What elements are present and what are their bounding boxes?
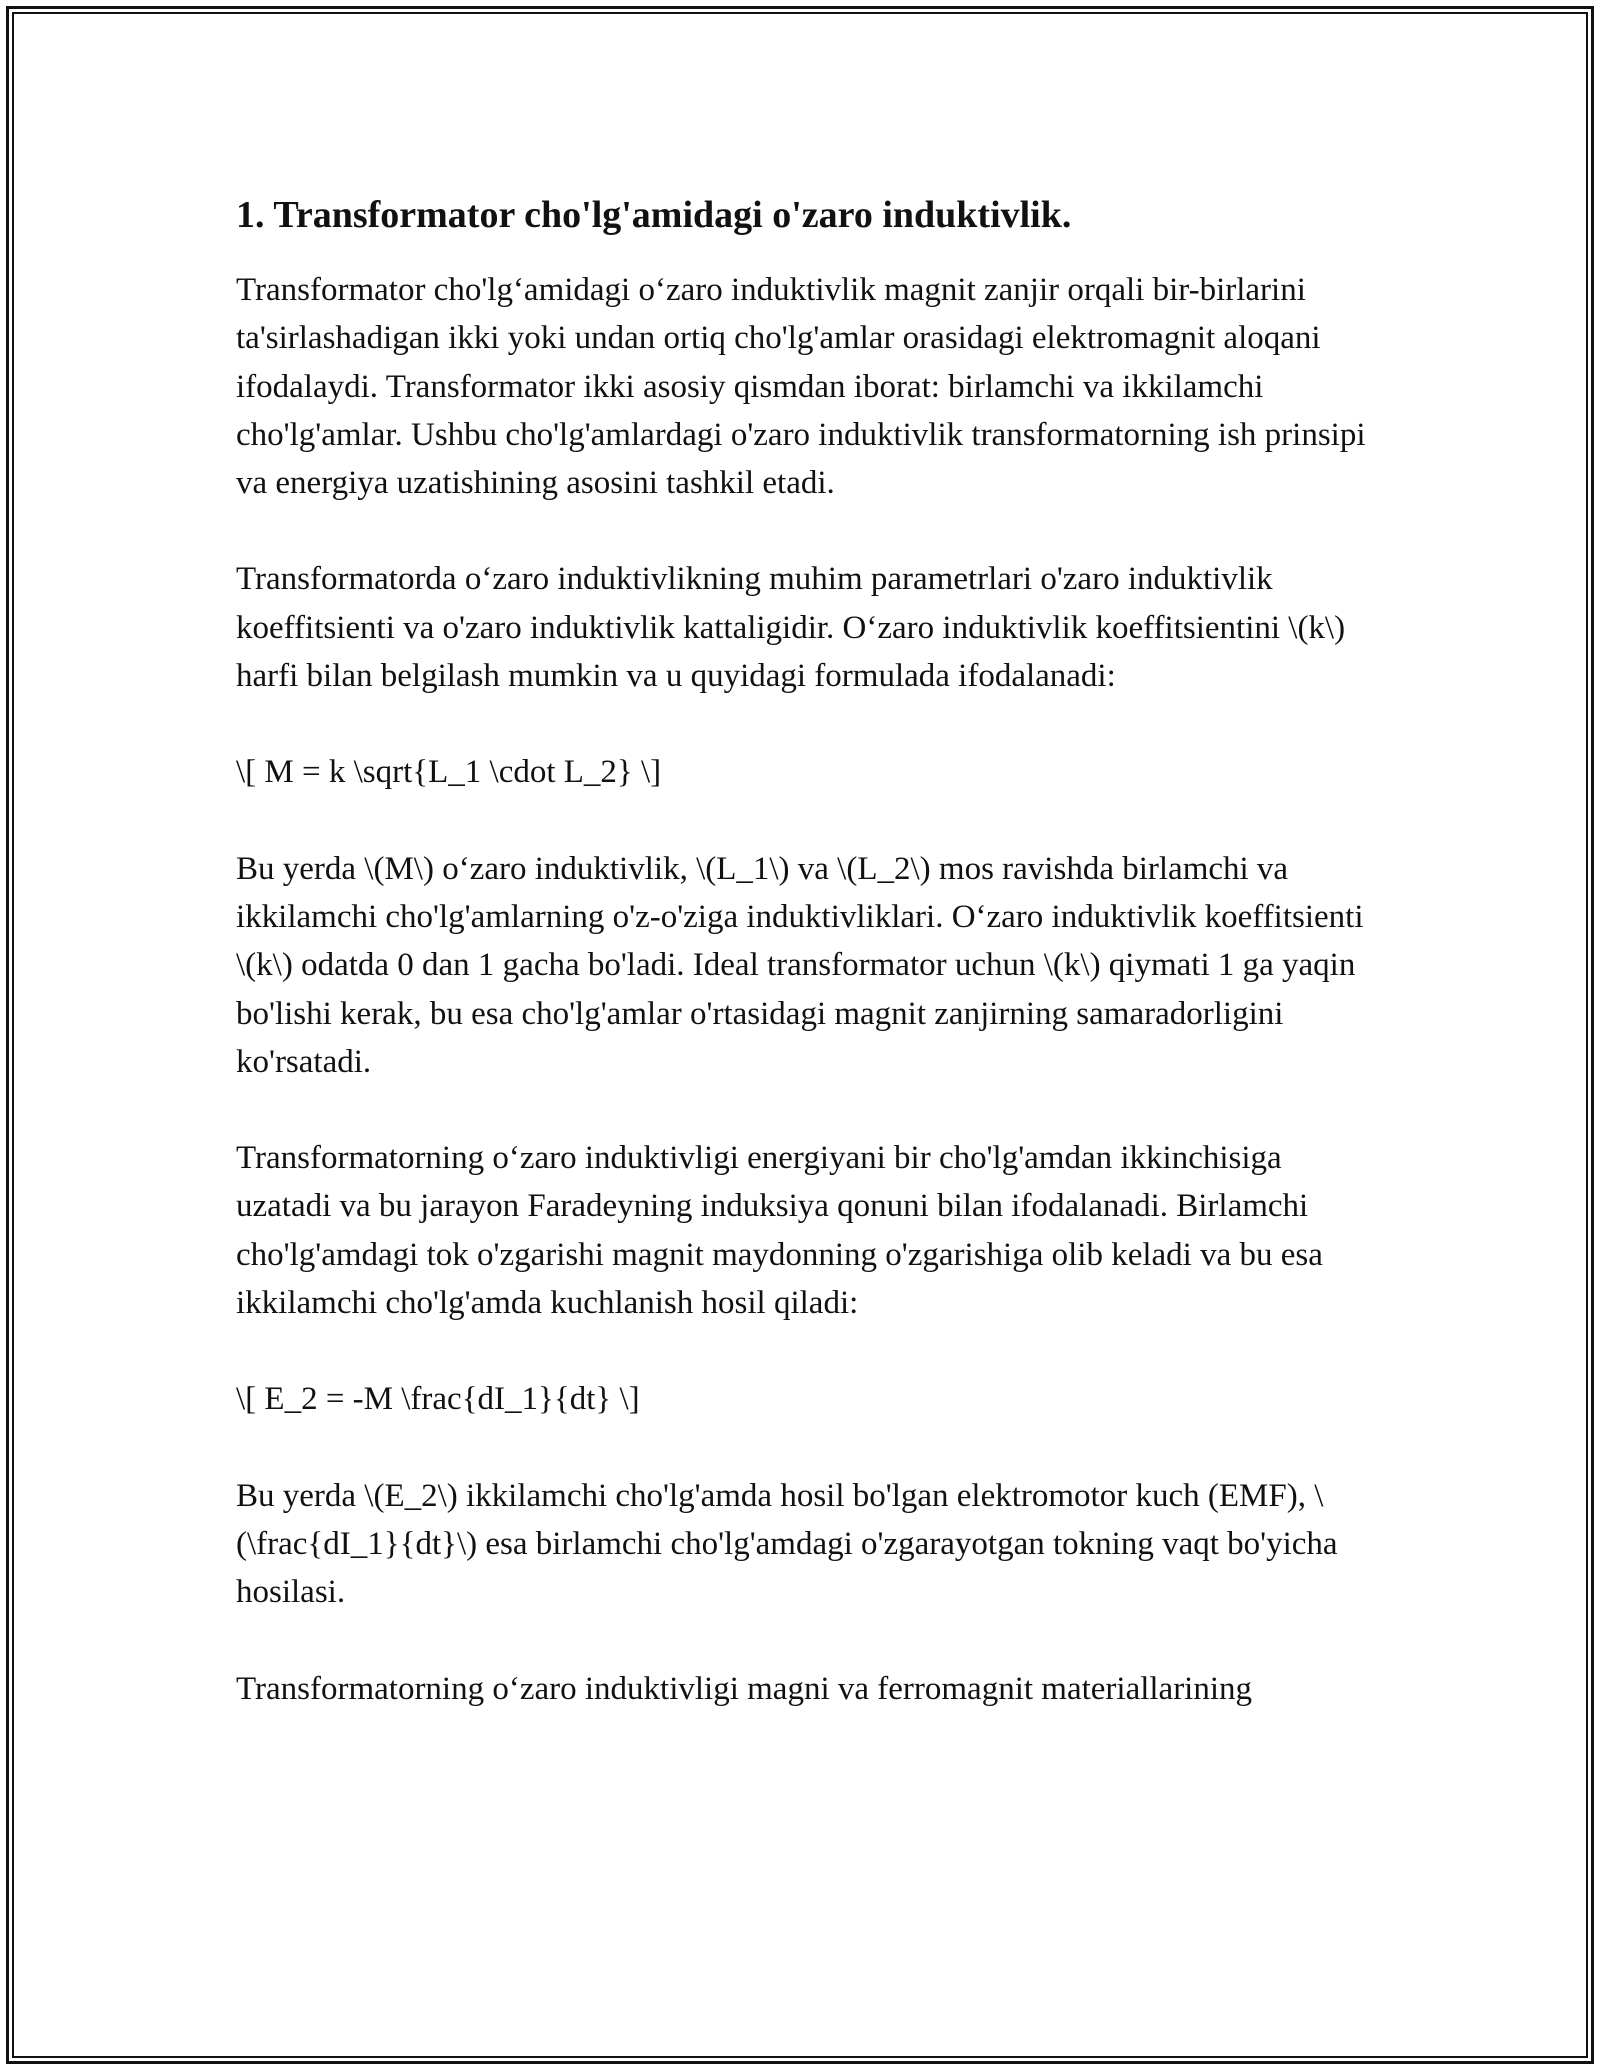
- document-body: [236, 186, 1376, 1761]
- paragraph-emf-definition: Bu yerda \(E_2\) ikkilamchi cho'lg'amda hosil bo'lgan elektromotor kuch (EMF), \(\frac{dI_1}{dt}\) esa birlamchi cho'lg'amdagi o'zgarayotgan tokning vaqt bo'yicha hosilasi.: [236, 1477, 1338, 1611]
- paragraph-coefficient: Transformatorda o‘zaro induktivlikning muhim parametrlari o'zaro induktivlik koeffitsienti va o'zaro induktivlik kattaligidir. O‘zaro induktivlik koeffitsientini \(k\) harfi bilan belgilash mumkin va u quyidagi formulada ifodalanadi:: [236, 561, 1346, 695]
- formula-mutual-inductance: \[ M = k \sqrt{L_1 \cdot L_2} \]: [236, 754, 662, 791]
- paragraph-definitions: Bu yerda \(M\) o‘zaro induktivlik, \(L_1\) va \(L_2\) mos ravishda birlamchi va ikkilamchi cho'lg'amlarning o'z-o'ziga induktivliklari. O‘zaro induktivlik koeffitsienti \(k\) odatda 0 dan 1 gacha bo'ladi. Ideal transformator uchun \(k\) qiymati 1 ga yaqin bo'lishi kerak, bu esa cho'lg'amlar o'rtasidagi magnit zanjirning samaradorligini ko'rsatadi.: [236, 850, 1364, 1080]
- formula-emf: \[ E_2 = -M \frac{dI_1}{dt} \]: [236, 1381, 640, 1418]
- paragraph-continuation: Transformatorning o‘zaro induktivligi magni va ferromagnit materiallarining: [236, 1670, 1253, 1707]
- section-heading: 1. Transformator cho'lg'amidagi o'zaro induktivlik.: [236, 194, 1072, 236]
- paragraph-intro: Transformator cho'lg‘amidagi o‘zaro induktivlik magnit zanjir orqali bir-birlarini ta'sirlashadigan ikki yoki undan ortiq cho'lg'amlar orasidagi elektromagnit aloqani ifodalaydi. Transformator ikki asosiy qismdan iborat: birlamchi va ikkilamchi cho'lg'amlar. Ushbu cho'lg'amlardagi o'zaro induktivlik transformatorning ish prinsipi va energiya uzatishining asosini tashkil etadi.: [236, 272, 1366, 502]
- paragraph-energy-transfer: Transformatorning o‘zaro induktivligi energiyani bir cho'lg'amdan ikkinchisiga uzatadi va bu jarayon Faradeyning induksiya qonuni bilan ifodalanadi. Birlamchi cho'lg'amdagi tok o'zgarishi magnit maydonning o'zgarishiga olib keladi va bu esa ikkilamchi cho'lg'amda kuchlanish hosil qiladi:: [236, 1140, 1323, 1322]
